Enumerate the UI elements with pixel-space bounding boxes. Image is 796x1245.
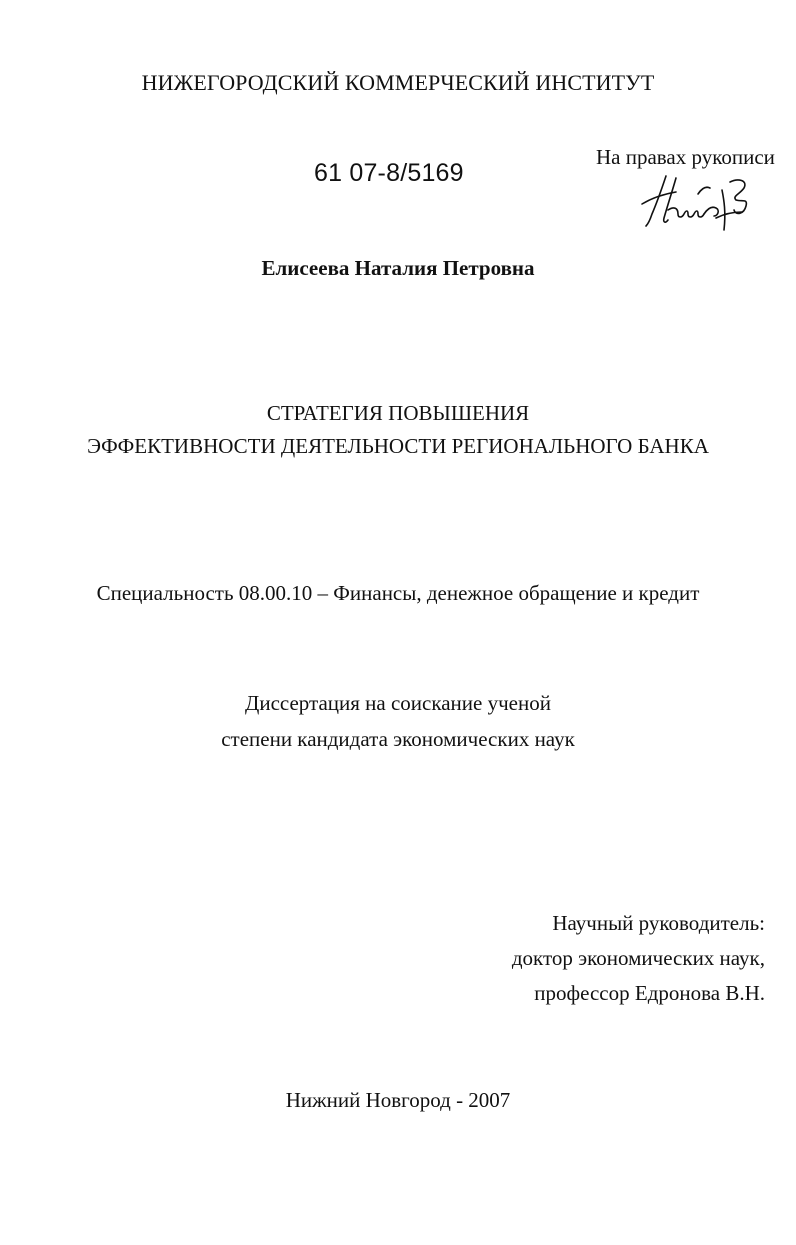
city-year: Нижний Новгород - 2007 [285, 1088, 511, 1112]
degree-line-2: степени кандидата экономических наук [221, 727, 575, 751]
degree-line-1: Диссертация на соискание ученой [245, 691, 551, 715]
supervisor-name: профессор Едронова В.Н. [534, 981, 765, 1005]
rights-note: На правах рукописи [596, 145, 775, 169]
signature-icon [638, 170, 764, 240]
catalog-code: 61 07-8/5169 [314, 159, 464, 187]
dissertation-title-line-1: СТРАТЕГИЯ ПОВЫШЕНИЯ [266, 401, 530, 425]
dissertation-title-line-2: ЭФФЕКТИВНОСТИ ДЕЯТЕЛЬНОСТИ РЕГИОНАЛЬНОГО БАНКА [87, 434, 709, 458]
author-name: Елисеева Наталия Петровна [261, 256, 535, 280]
specialty-line: Специальность 08.00.10 – Финансы, денежное обращение и кредит [96, 581, 700, 605]
supervisor-label: Научный руководитель: [552, 911, 765, 935]
supervisor-degree: доктор экономических наук, [511, 946, 765, 970]
institute-name: НИЖЕГОРОДСКИЙ КОММЕРЧЕСКИЙ ИНСТИТУТ [141, 70, 655, 95]
